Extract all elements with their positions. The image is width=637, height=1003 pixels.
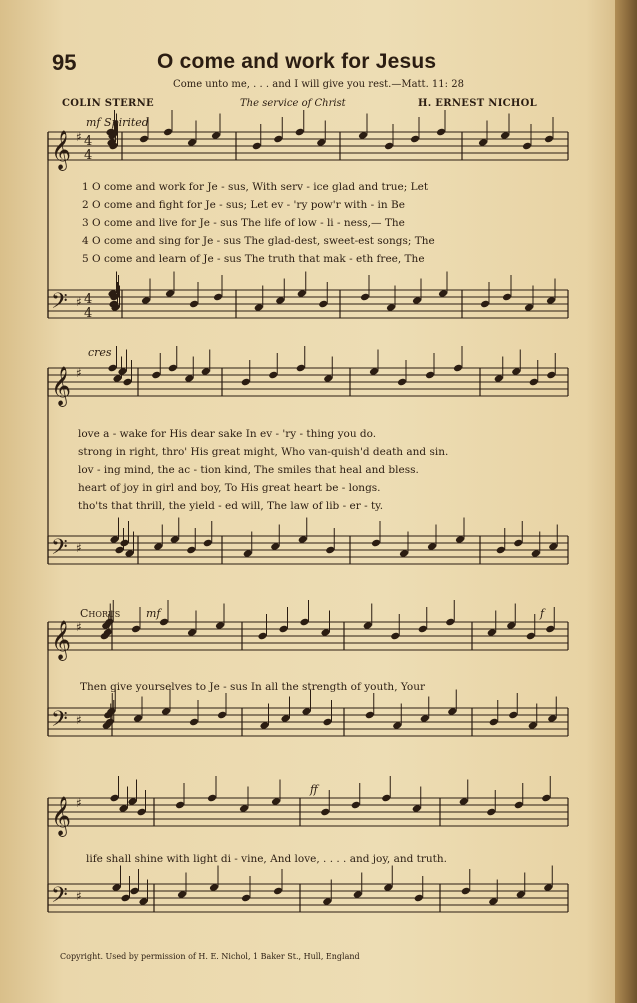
verse-2-line-1: 2 O come and fight for Je - sus; Let ev - 'ry pow'r with - in Be xyxy=(82,199,405,211)
time-signature-top: 4 xyxy=(84,292,93,307)
copyright-footer: Copyright. Used by permission of H. E. Nichol, 1 Baker St., Hull, England xyxy=(60,952,360,961)
key-signature-sharp-icon: ♯ xyxy=(76,889,82,903)
key-signature-sharp-icon: ♯ xyxy=(76,620,82,634)
verse-5-line-2: tho'ts that thrill, the yield - ed will, The law of lib - er - ty. xyxy=(78,500,384,512)
verse-2-line-2: strong in right, thro' His great might, Who van-quish'd death and sin. xyxy=(78,446,449,458)
key-signature-sharp-icon: ♯ xyxy=(76,130,82,144)
verse-3-line-1: 3 O come and live for Je - sus The life of low - li - ness,— The xyxy=(82,217,405,229)
crescendo-marking: cres xyxy=(88,346,112,359)
verse-4-line-2: heart of joy in girl and boy, To His great heart be - longs. xyxy=(78,482,381,494)
bass-clef-icon: 𝄢 xyxy=(51,535,68,565)
fortissimo-marking: ff xyxy=(310,783,318,796)
bass-clef-icon: 𝄢 xyxy=(51,883,68,913)
chorus-label: Chorus xyxy=(80,607,121,620)
time-signature-bottom: 4 xyxy=(84,148,93,163)
time-signature-bottom: 4 xyxy=(84,306,93,321)
treble-clef-icon: 𝄞 xyxy=(51,130,72,170)
forte-marking: f xyxy=(540,607,545,620)
verse-3-line-2: lov - ing mind, the ac - tion kind, The smiles that heal and bless. xyxy=(78,464,419,476)
tempo-marking: mf Spirited xyxy=(86,116,149,129)
composer-name: H. ERNEST NICHOL xyxy=(418,98,538,109)
tune-name: The service of Christ xyxy=(240,98,346,109)
verse-1-line-1: 1 O come and work for Je - sus, With serv - ice glad and true; Let xyxy=(82,181,429,193)
bass-clef-icon: 𝄢 xyxy=(51,289,68,319)
time-signature-top: 4 xyxy=(84,134,93,149)
key-signature-sharp-icon: ♯ xyxy=(76,295,82,309)
verse-5-line-1: 5 O come and learn of Je - sus The truth that mak - eth free, The xyxy=(82,253,425,265)
key-signature-sharp-icon: ♯ xyxy=(76,541,82,555)
key-signature-sharp-icon: ♯ xyxy=(76,796,82,810)
treble-clef-icon: 𝄞 xyxy=(51,620,72,660)
verse-4-line-1: 4 O come and sing for Je - sus The glad-dest, sweet-est songs; The xyxy=(82,235,435,247)
key-signature-sharp-icon: ♯ xyxy=(76,366,82,380)
chorus-dynamic: mf xyxy=(146,607,161,620)
bass-clef-icon: 𝄢 xyxy=(51,707,68,737)
treble-clef-icon: 𝄞 xyxy=(51,796,72,836)
hymn-number: 95 xyxy=(52,50,77,75)
lyricist-name: COLIN STERNE xyxy=(62,98,154,109)
verse-1-line-2: love a - wake for His dear sake In ev - 'ry - thing you do. xyxy=(78,428,377,440)
chorus-line-1: Then give yourselves to Je - sus In all the strength of youth, Your xyxy=(80,681,425,693)
key-signature-sharp-icon: ♯ xyxy=(76,713,82,727)
treble-clef-icon: 𝄞 xyxy=(51,366,72,406)
chorus-line-2: life shall shine with light di - vine, And love, . . . . and joy, and truth. xyxy=(86,853,447,865)
hymn-title: O come and work for Jesus xyxy=(157,50,437,73)
scripture-reference: Come unto me, . . . and I will give you rest.—Matt. 11: 28 xyxy=(173,79,464,90)
